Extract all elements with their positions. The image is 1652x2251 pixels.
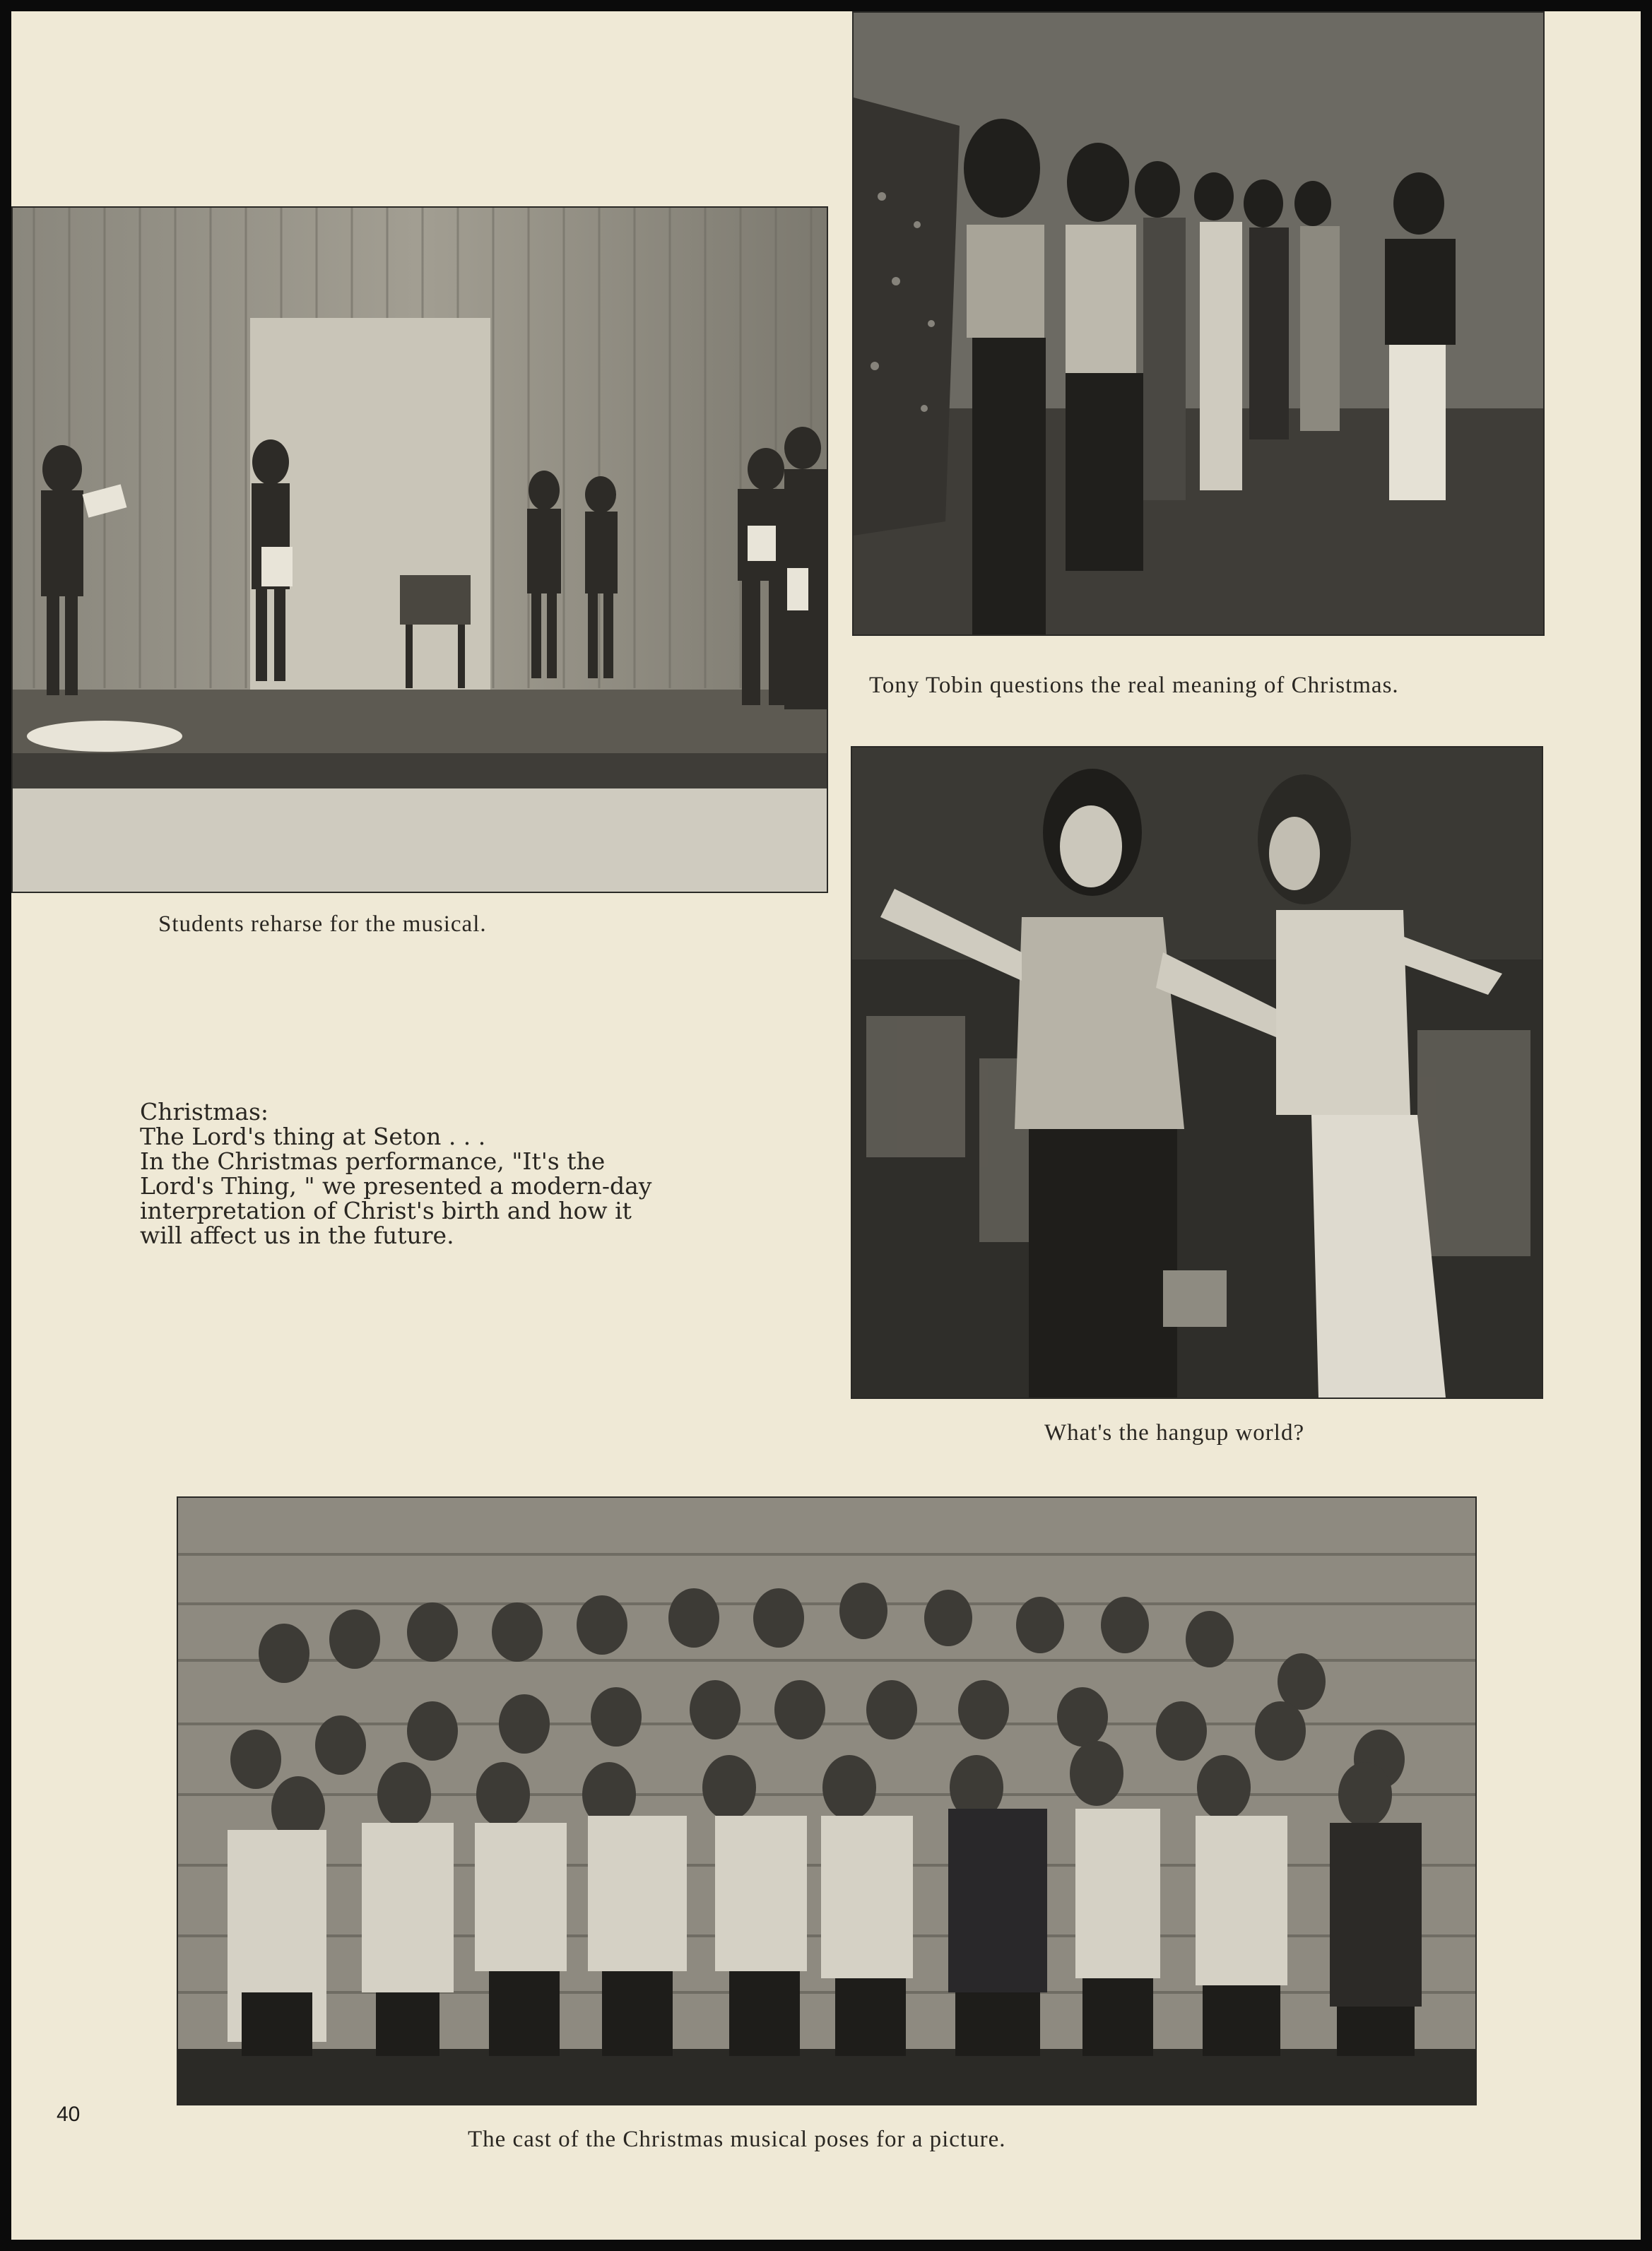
- tobin-photo: [852, 11, 1545, 636]
- tobin-caption: Tony Tobin questions the real meaning of Christmas.: [869, 673, 1399, 698]
- story-line: In the Christmas performance, "It's the: [140, 1147, 606, 1175]
- page-number: 40: [57, 2103, 81, 2126]
- story-line: interpretation of Christ's birth and how it: [140, 1197, 632, 1224]
- story-text: [140, 1099, 691, 1248]
- cast-caption: The cast of the Christmas musical poses for a picture.: [468, 2127, 1006, 2152]
- story-line: Christmas:: [140, 1098, 269, 1126]
- hangup-photo: [851, 746, 1543, 1399]
- cast-photo: [177, 1496, 1477, 2105]
- story-line: The Lord's thing at Seton . . .: [140, 1123, 486, 1150]
- rehearsal-caption: Students reharse for the musical.: [158, 911, 487, 937]
- story-line: will affect us in the future.: [140, 1222, 454, 1249]
- hangup-caption: What's the hangup world?: [1044, 1420, 1305, 1446]
- story-line: Lord's Thing, " we presented a modern-day: [140, 1172, 652, 1200]
- rehearsal-photo: [11, 206, 828, 893]
- yearbook-page: [11, 11, 1641, 2240]
